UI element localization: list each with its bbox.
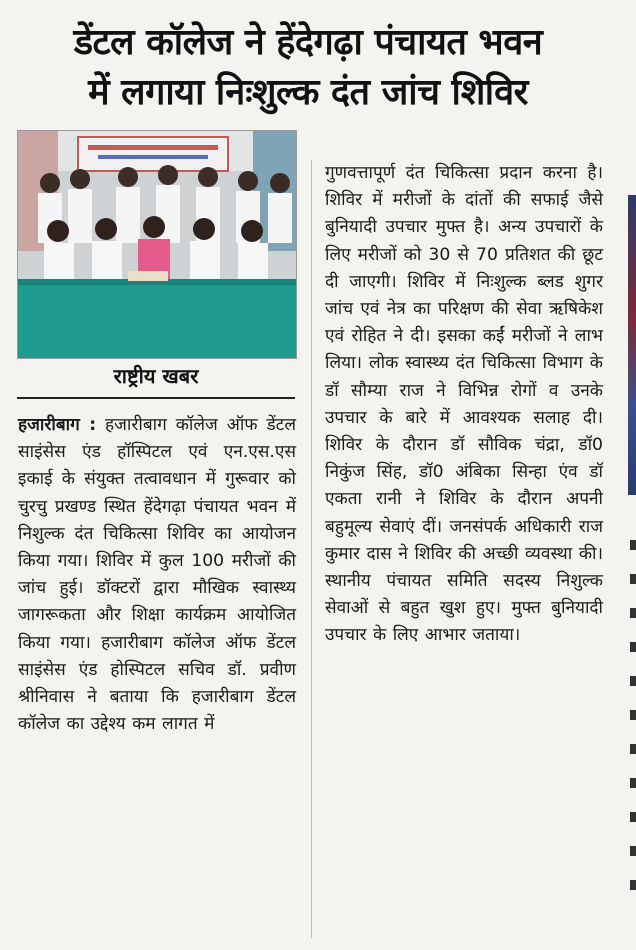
article-left-column bbox=[18, 412, 296, 738]
headline bbox=[8, 18, 608, 118]
headline-line-2: में लगाया निःशुल्क दंत जांच शिविर bbox=[88, 72, 528, 113]
photo-illustration bbox=[18, 131, 296, 358]
right-column-body: गुणवत्तापूर्ण दंत चिकित्सा प्रदान करना है। शिविर में मरीजों के दांतों की सफाई जैसे बुनियादी उपचार मुफ्त है। अन्य उपचारों के लिए मरीजों को 30 से 70 प्रतिशत की छूट दी जाएगी। शिविर में निःशुल्क ब्लड शुगर जांच एवं नेत्र का परिक्षण की सेवा ऋषिकेश एवं रोहित ने दी। इसका कईं मरीजों ने लाभ लिया। लोक स्वास्थ्य दंत चिकित्सा विभाग के डॉ सौम्या राज ने विभिन्न रोगों व उनके उपचार के बारे में आवश्यक सलाह दी। शिविर के दौरान डॉ सौविक चंद्रा, डॉ0 निकुंज सिंह, डॉ0 अंबिका सिन्हा एंव डॉ एकता रानी ने शिविर के दौरान अपनी बहुमूल्य सेवाएं दीं। जनसंपर्क अधिकारी राज कुमार दास ने शिविर की अच्छी व्यवस्था की। स्थानीय पंचायत समिति सदस्य निशुल्क सेवाओं से बहुत खुश हुए। मुफ्त बुनियादी उपचार के लिए आभार जताया। bbox=[325, 163, 603, 646]
adjacent-article-edge bbox=[628, 195, 636, 495]
dateline: हजारीबाग : bbox=[18, 415, 97, 435]
article-right-column bbox=[325, 160, 603, 650]
caption-rule bbox=[17, 397, 295, 399]
photo-caption: राष्ट्रीय खबर bbox=[113, 364, 199, 388]
news-photo bbox=[17, 130, 297, 359]
adjacent-text-edge bbox=[630, 540, 636, 940]
column-divider bbox=[311, 160, 312, 938]
headline-line-1: डेंटल कॉलेज ने हेंदेगढ़ा पंचायत भवन bbox=[73, 22, 543, 63]
left-column-body: हजारीबाग कॉलेज ऑफ डेंटल साइंसेस एंड हॉस्पिटल एवं एन.एस.एस इकाई के संयुक्त तत्वावधान में गुरूवार को चुरचु प्रखण्ड स्थित हेंदेगढ़ा पंचायत भवन में निशुल्क दंत चिकित्सा शिविर का आयोजन किया गया। शिविर में कुल 100 मरीजों की जांच हुई। डॉक्टरों द्वारा मौखिक स्वास्थ्य जागरूकता और शिक्षा कार्यक्रम आयोजित किया गया। हजारीबाग कॉलेज ऑफ डेंटल साइंसेस एंड होस्पिटल सचिव डॉ. प्रवीण श्रीनिवास ने बताया कि हजारीबाग डेंटल कॉलेज का उद्देश्य कम लागत में bbox=[18, 415, 296, 735]
